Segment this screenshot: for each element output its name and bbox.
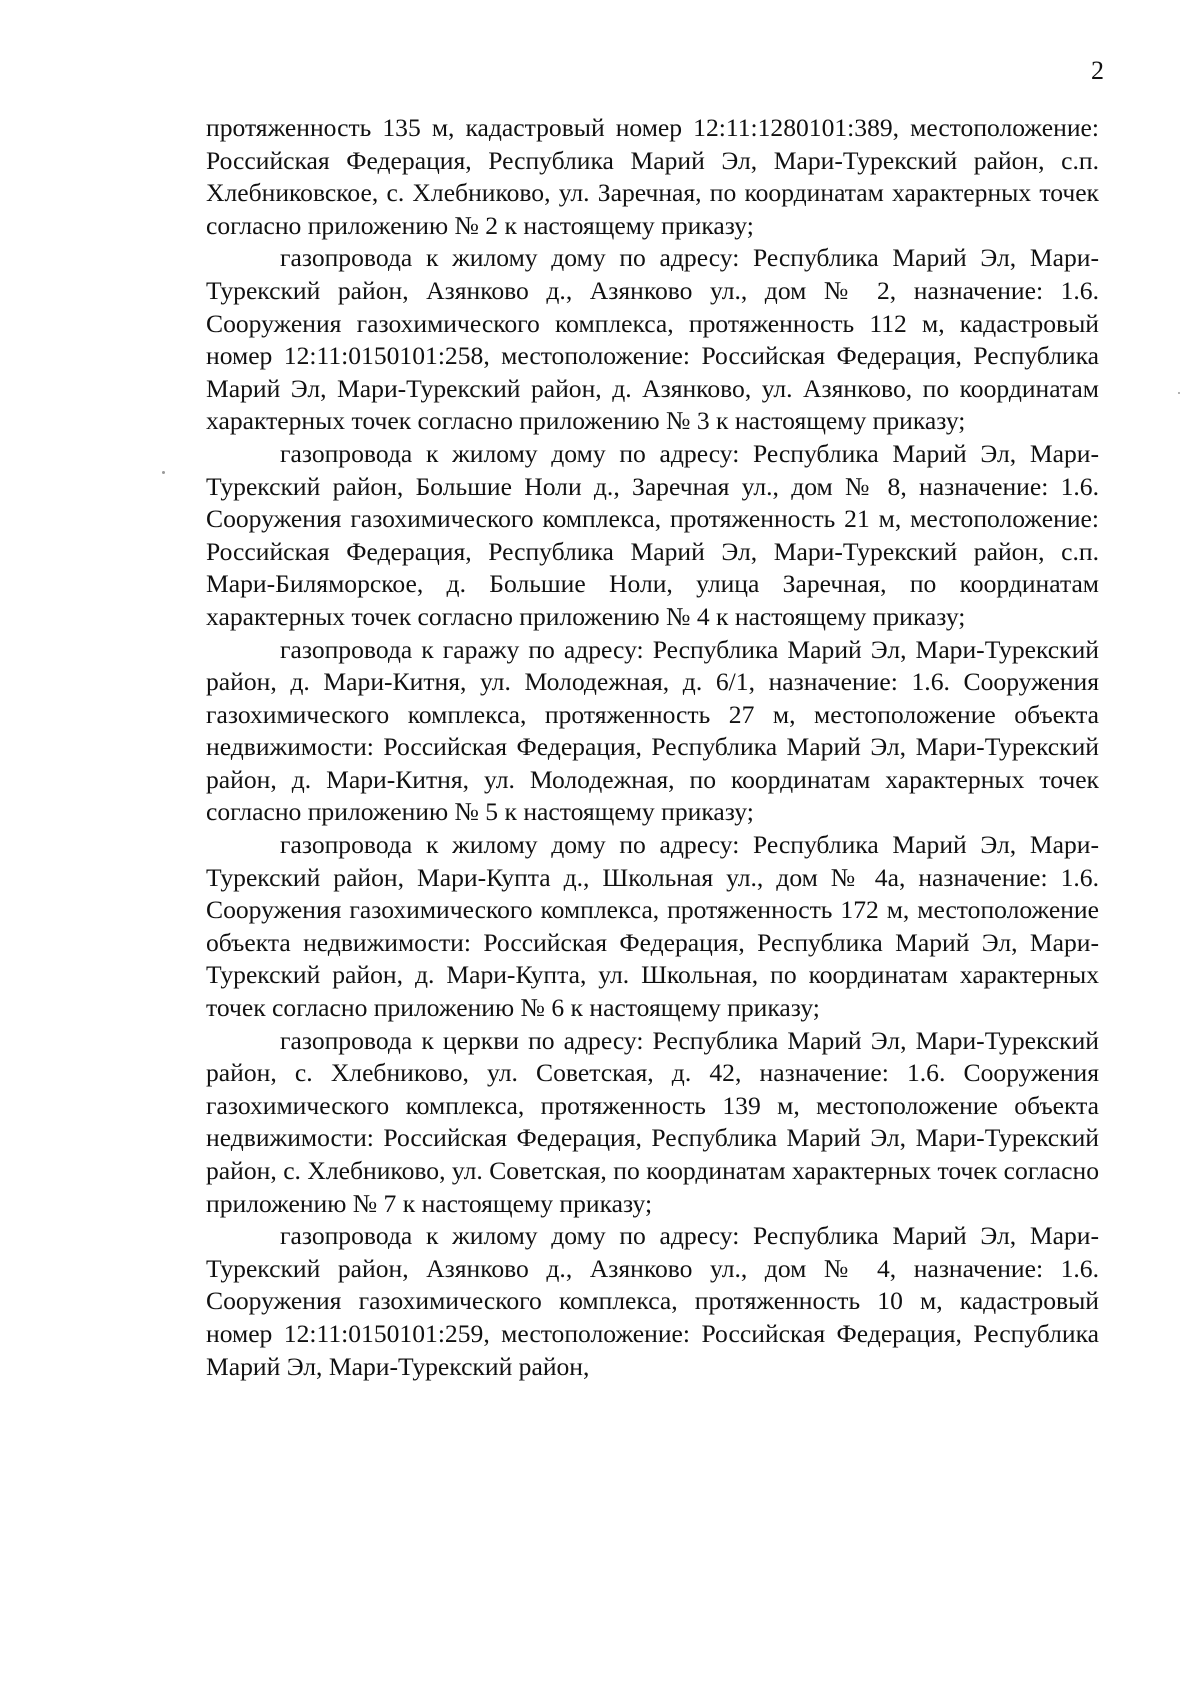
paragraph-4: газопровода к гаражу по адресу: Республика Марий Эл, Мари-Турекский район, д. Мари-Китня, ул. Молодежная, д. 6/1, назначение: 1.6. Сооружения газохимического комплекса, протяженность 27 м, местоположение объекта недвижимости: Российская Федерация, Республика Марий Эл, Мари-Турекский район, д. Мари-Китня, ул. Молодежная, по координатам характерных точек согласно приложению № 5 к настоящему приказу;	[206, 634, 1099, 827]
paragraph-5: газопровода к жилому дому по адресу: Республика Марий Эл, Мари-Турекский район, Мари-Купта д., Школьная ул., дом № 4а, назначение: 1.6. Сооружения газохимического комплекса, протяженность 172 м, местоположение объекта недвижимости: Российская Федерация, Республика Марий Эл, Мари-Турекский район, д. Мари-Купта, ул. Школьная, по координатам характерных точек согласно приложению № 6 к настоящему приказу;	[206, 830, 1099, 1023]
paragraph-2: газопровода к жилому дому по адресу: Республика Марий Эл, Мари-Турекский район, Азянково д., Азянково ул., дом № 2, назначение: 1.6. Сооружения газохимического комплекса, протяженность 112 м, кадастровый номер 12:11:0150101:258, местоположение: Российская Федерация, Республика Марий Эл, Мари-Турекский район, д. Азянково, ул. Азянково, по координатам характерных точек согласно приложению № 3 к настоящему приказу;	[206, 243, 1099, 436]
page-number: 2	[1091, 56, 1104, 85]
document-body	[206, 112, 1099, 1383]
paragraph-3: газопровода к жилому дому по адресу: Республика Марий Эл, Мари-Турекский район, Большие Ноли д., Заречная ул., дом № 8, назначение: 1.6. Сооружения газохимического комплекса, протяженность 21 м, местоположение: Российская Федерация, Республика Марий Эл, Мари-Турекский район, с.п. Мари-Биляморское, д. Большие Ноли, улица Заречная, по координатам характерных точек согласно приложению № 4 к настоящему приказу;	[206, 438, 1099, 631]
paragraph-7: газопровода к жилому дому по адресу: Республика Марий Эл, Мари-Турекский район, Азянково д., Азянково ул., дом № 4, назначение: 1.6. Сооружения газохимического комплекса, протяженность 10 м, кадастровый номер 12:11:0150101:259, местоположение: Российская Федерация, Республика Марий Эл, Мари-Турекский район,	[206, 1221, 1099, 1381]
scan-speck	[1178, 392, 1180, 394]
paragraph-1: протяженность 135 м, кадастровый номер 12:11:1280101:389, местоположение: Российская Федерация, Республика Марий Эл, Мари-Турекский район, с.п. Хлебниковское, с. Хлебниково, ул. Заречная, по координатам характерных точек согласно приложению № 2 к настоящему приказу;	[206, 113, 1099, 240]
paragraph-6: газопровода к церкви по адресу: Республика Марий Эл, Мари-Турекский район, с. Хлебниково, ул. Советская, д. 42, назначение: 1.6. Сооружения газохимического комплекса, протяженность 139 м, местоположение объекта недвижимости: Российская Федерация, Республика Марий Эл, Мари-Турекский район, с. Хлебниково, ул. Советская, по координатам характерных точек согласно приложению № 7 к настоящему приказу;	[206, 1025, 1099, 1218]
scan-speck	[162, 471, 165, 474]
